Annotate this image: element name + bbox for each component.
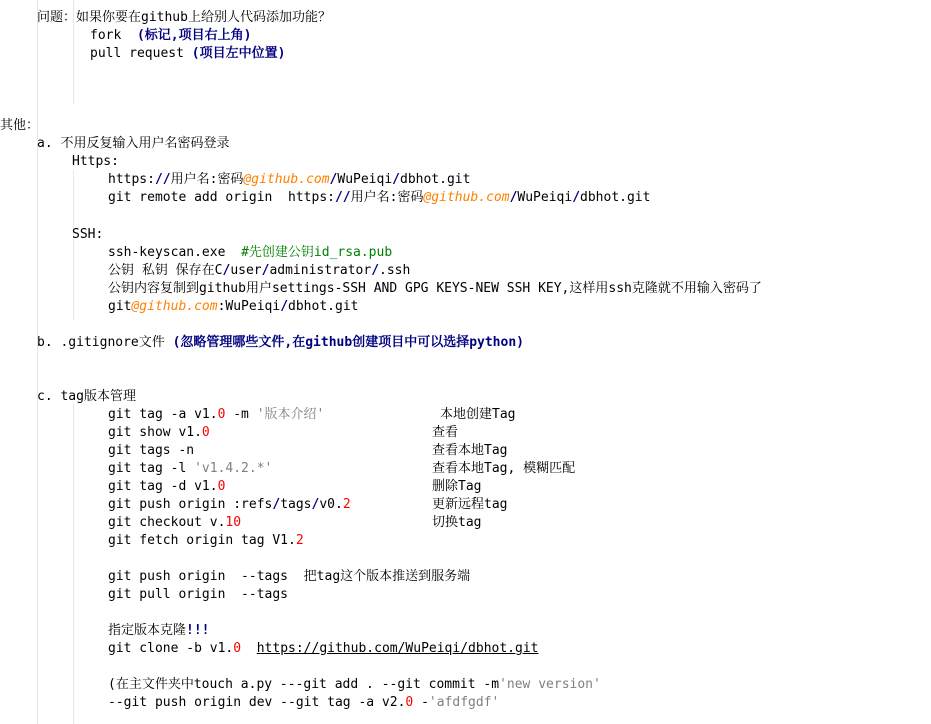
tag-list-line <box>108 460 272 478</box>
keyscan-comment: #先创建公钥id_rsa.pub <box>241 245 393 260</box>
command-text: git fetch origin tag V1. <box>108 533 296 548</box>
push-tags-desc: 把tag这个版本推送到服务端 <box>303 569 471 584</box>
https-scheme: https: <box>108 172 155 187</box>
show-line <box>108 424 210 442</box>
tag-delete-line <box>108 478 225 496</box>
string-literal: 'afdfgdf' <box>428 695 500 710</box>
pull-request-keyword: pull request <box>90 46 184 61</box>
number-literal: 0 <box>201 425 210 440</box>
command-text: git clone -b v1. <box>108 641 234 656</box>
command-text: git tag -d v1. <box>108 479 218 494</box>
url-repo-file: dbhot.git <box>400 172 471 187</box>
tag-list-desc: 查看本地Tag, 模糊匹配 <box>432 461 576 476</box>
clone-title: 指定版本克隆 <box>108 623 187 638</box>
command-text: (在主文件夹中touch a.py ---git add . --git commit -m <box>108 677 500 692</box>
string-literal: 'new version' <box>499 677 601 692</box>
command-text: git push origin --tags <box>108 569 304 584</box>
https-url-line: https://用户名:密码@github.com/WuPeiqi/dbhot.git <box>108 172 471 187</box>
command-text: git checkout v. <box>108 515 226 530</box>
show-desc: 查看 <box>432 425 459 440</box>
url-repo-owner: WuPeiqi <box>337 172 393 187</box>
fork-keyword: fork <box>90 28 122 43</box>
indent-guide <box>73 404 74 724</box>
section-a-title: a. 不用反复输入用户名密码登录 <box>37 136 230 151</box>
fork-line <box>90 27 251 45</box>
url-domain: @github.com <box>243 172 330 187</box>
pull-tags-line: git pull origin --tags <box>108 587 289 602</box>
url-credentials: 用户名:密码 <box>170 172 244 187</box>
clone-exclamation: !!! <box>186 623 210 638</box>
tags-n-desc: 查看本地Tag <box>432 443 508 458</box>
command-text: - <box>413 695 429 710</box>
command-text: git push origin :refs <box>108 497 273 512</box>
push-ref-line: git push origin :refs/tags/v0.2 <box>108 497 351 512</box>
number-literal: 2 <box>342 497 351 512</box>
command-text: tags <box>280 497 312 512</box>
command-text: git tag -a v1. <box>108 407 218 422</box>
ssh-user: git <box>108 299 132 314</box>
ssh-repo-owner: :WuPeiqi <box>217 299 281 314</box>
indent-guide <box>37 0 38 724</box>
remote-add-line: git remote add origin https://用户名:密码@github.com/WuPeiqi/dbhot.git <box>108 190 651 205</box>
number-literal: 0 <box>405 695 414 710</box>
number-literal: 10 <box>225 515 242 530</box>
other-heading: 其他： <box>0 118 40 133</box>
git-ssh-url-line: git@github.com:WuPeiqi/dbhot.git <box>108 299 359 314</box>
gitignore-note: (忽略管理哪些文件,在github创建项目中可以选择python) <box>172 335 524 350</box>
ssh-label: SSH: <box>72 227 104 242</box>
number-literal: 0 <box>217 407 226 422</box>
gitignore-title: b. .gitignore文件 <box>37 335 173 350</box>
tag-create-line <box>108 406 324 424</box>
checkout-desc: 切换tag <box>432 515 482 530</box>
fork-note: (标记,项目右上角) <box>136 28 252 43</box>
url-slashes: // <box>154 172 171 187</box>
string-literal: '版本介绍' <box>256 407 325 422</box>
remote-add-command: git remote add origin https: <box>108 190 335 205</box>
keys-saved-text: 公钥 私钥 保存在C <box>108 263 223 278</box>
tag-delete-desc: 删除Tag <box>432 479 482 494</box>
url-repo-owner: WuPeiqi <box>517 190 573 205</box>
string-literal: 'v1.4.2.*' <box>194 461 273 476</box>
fetch-line <box>108 532 304 550</box>
pull-request-line <box>90 45 285 63</box>
path-part: administrator <box>269 263 372 278</box>
tag-create-desc: 本地创建Tag <box>440 407 516 422</box>
https-label: Https: <box>72 154 119 169</box>
push-ref-desc: 更新远程tag <box>432 497 508 512</box>
command-text: -m <box>225 407 257 422</box>
section-c-title: c. tag版本管理 <box>37 389 136 404</box>
section-b-title <box>37 334 524 352</box>
clone-url-link[interactable]: https://github.com/WuPeiqi/dbhot.git <box>256 641 539 656</box>
url-domain: @github.com <box>131 299 218 314</box>
path-part: .ssh <box>379 263 411 278</box>
url-repo-file: dbhot.git <box>580 190 651 205</box>
command-text: v0. <box>319 497 343 512</box>
command-text: git tag -l <box>108 461 195 476</box>
url-domain: @github.com <box>423 190 510 205</box>
checkout-line <box>108 514 241 532</box>
path-part: user <box>230 263 262 278</box>
push-tags-line <box>108 568 470 586</box>
number-literal: 0 <box>217 479 226 494</box>
question-line: 问题：如果你要在github上给别人代码添加功能？ <box>37 10 331 25</box>
number-literal: 2 <box>295 533 304 548</box>
copy-key-line: 公钥内容复制到github用户settings-SSH AND GPG KEYS-NEW SSH KEY,这样用ssh克隆就不用输入密码了 <box>108 281 762 296</box>
keys-saved-line: 公钥 私钥 保存在C/user/administrator/.ssh <box>108 263 411 278</box>
keyscan-line <box>108 244 392 262</box>
last-line-1 <box>108 676 601 694</box>
url-credentials: 用户名:密码 <box>350 190 424 205</box>
keyscan-command: ssh-keyscan.exe <box>108 245 226 260</box>
url-repo-file: dbhot.git <box>288 299 359 314</box>
url-slashes: // <box>334 190 351 205</box>
number-literal: 0 <box>233 641 242 656</box>
last-line-2 <box>108 694 499 712</box>
command-text: --git push origin dev --git tag -a v2. <box>108 695 406 710</box>
clone-title-line <box>108 622 210 640</box>
command-text: git show v1. <box>108 425 202 440</box>
clone-line <box>108 640 538 658</box>
tags-n-line: git tags -n <box>108 443 195 458</box>
pull-request-note: (项目左中位置) <box>191 46 286 61</box>
indent-guide <box>73 170 74 320</box>
